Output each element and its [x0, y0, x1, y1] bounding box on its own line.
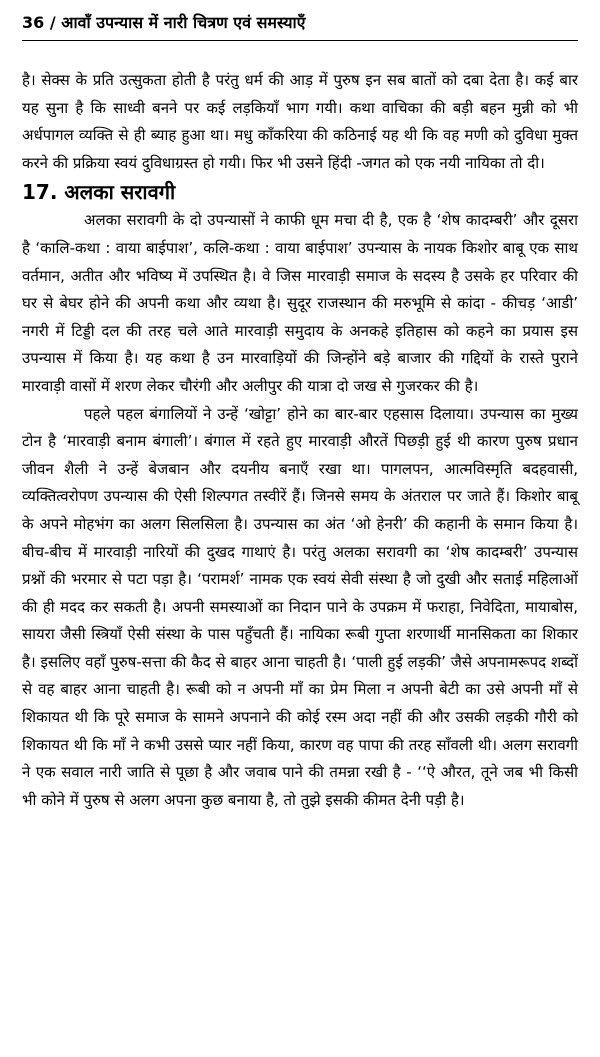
running-header: 36 / आवाँ उपन्यास में नारी चित्रण एवं समस्याएँ — [22, 12, 578, 41]
paragraph-1: अलका सरावगी के दो उपन्यासों ने काफी धूम मचा दी है, एक है ‘शेष कादम्बरी’ और दूसरा है ‘कालि-कथा : वाया बाईपाश’, कलि-कथा : वाया बाईपाश’ उपन्यास के नायक किशोर बाबू एक साथ वर्तमान, अतीत और भविष्य में उपस्थित है। वे जिस मारवाड़ी समाज के सदस्य है उसके हर परिवार की घर से बेघर होने की अपनी कथा और व्यथा है। सुदूर राजस्थान की मरुभूमि से कांदा - कीचड़ ‘आडी’ नगरी में टिड्डी दल की तरह चले आते मारवाड़ी समुदाय के अनकहे इतिहास को कहने का प्रयास इस उपन्यास में किया है। यह कथा है उन मारवाड़ियों की जिन्होंने बड़े बाजार की गद्दियों के रास्ते पुराने मारवाड़ी वासों में शरण लेकर चौरंगी और अलीपुर की यात्रा दो जख से गुजरकर की है। — [22, 211, 578, 395]
section-heading: 17. अलका सरावगी — [22, 180, 176, 205]
paragraph-continued: है। सेक्स के प्रति उत्सुकता होती है परंतु धर्म की आड़ में पुरुष इन सब बातों को दबा देता है। कई बार यह सुना है कि साध्वी बनने पर कई लड़कियाँ भाग गयी। कथा वाचिका की बड़ी बहन मुन्नी को भी अर्धपागल व्यक्ति से ही ब्याह हुआ था। मधु काँकरिया की कठिनाई यह थी कि वह मणी को दुविधा मुक्त करने की प्रक्रिया स्वयं दुविधाग्रस्त हो गयी। फिर भी उसने हिंदी -जगत को एक नयी नायिका तो दी। — [22, 71, 578, 172]
paragraph-2: पहले पहल बंगालियों ने उन्हें ‘खोट्टा’ होने का बार-बार एहसास दिलाया। उपन्यास का मुख्य टोन है ‘मारवाड़ी बनाम बंगाली’। बंगाल में रहते हुए मारवाड़ी औरतें पिछड़ी हुई थी कारण पुरुष प्रधान जीवन शैली ने उन्हें बेजबान और दयनीय बनाएँ रखा था। पागलपन, आत्मविस्मृति बदहवासी, व्यक्तित्वरोपण उपन्यास की ऐसी शिल्पगत तस्वीरें हैं। जिनसे समय के अंतराल पर जाते हैं। किशोर बाबू के अपने मोहभंग का अलग सिलसिला है। उपन्यास का अंत ‘ओ हेनरी’ की कहानी के समान किया है। बीच-बीच में मारवाड़ी नारियों की दुखद गाथाएं है। परंतु अलका सरावगी का ‘शेष कादम्बरी’ उपन्यास प्रश्नों की भरमार से पटा पड़ा है। ‘परामर्श’ नामक एक स्वयं सेवी संस्था है जो दुखी और सताई महिलाओं की ही मदद कर सकती है। अपनी समस्याओं का निदान पाने के उपक्रम में फराहा, निवेदिता, मायाबोस, सायरा जैसी स्त्रियाँ ऐसी संस्था के पास पहुँचती हैं। नायिका रूबी गुप्ता शरणार्थी मानसिकता का शिकार है। इसलिए वहाँ पुरुष-सत्ता की कैद से बाहर आना चाहती है। ‘पाली हुई लड़की’ जैसे अपनामरूपद शब्दों से वह बाहर आना चाहती है। रूबी को न अपनी माँ का प्रेम मिला न अपनी बेटी का उसे अपनी माँ से शिकायत थी कि पूरे समाज के सामने अपनाने की कोई रस्म अदा नहीं की और उसकी लड़की गौरी को शिकायत थी कि माँ ने कभी उससे प्यार नहीं किया, कारण वह पापा की तरह साँवली थी। अलग सरावगी ने एक सवाल नारी जाति से पूछा है और जवाब पाने की तमन्ना रखी है - ‘‘ऐ औरत, तूने जब भी किसी भी कोने में पुरुष से अलग अपना कुछ बनाया है, तो तुझे इसकी कीमत देनी पड़ी है। — [22, 404, 578, 809]
